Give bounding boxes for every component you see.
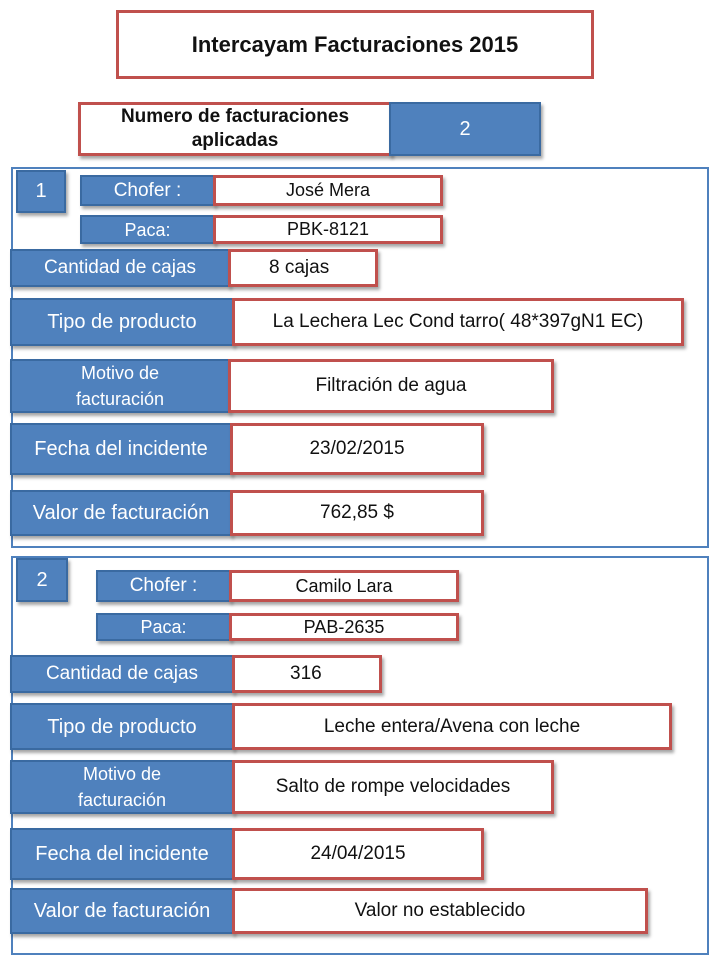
billing-amount-label: Valor de facturación [10,490,232,536]
box-count-label: Cantidad de cajas [10,655,234,693]
product-type-label: Tipo de producto [10,298,234,346]
incident-date-value: 24/04/2015 [232,828,484,880]
billing-amount-value: 762,85 $ [230,490,484,536]
billing-amount-label: Valor de facturación [10,888,234,934]
invoice-count-label: Numero de facturaciones aplicadas [78,102,392,156]
box-count-value: 8 cajas [228,249,378,287]
record-number-badge: 1 [16,170,66,213]
driver-label: Chofer : [80,175,215,206]
incident-date-value: 23/02/2015 [230,423,484,475]
product-type-label: Tipo de producto [10,703,234,750]
box-count-label: Cantidad de cajas [10,249,230,287]
driver-value: José Mera [213,175,443,206]
billing-reason-value: Filtración de agua [228,359,554,413]
product-type-value: Leche entera/Avena con leche [232,703,672,750]
plate-label: Paca: [80,215,215,244]
product-type-value: La Lechera Lec Cond tarro( 48*397gN1 EC) [232,298,684,346]
billing-amount-value: Valor no establecido [232,888,648,934]
driver-label: Chofer : [96,570,231,602]
plate-value: PBK-8121 [213,215,443,244]
plate-label: Paca: [96,613,231,641]
box-count-value: 316 [232,655,382,693]
billing-reason-value: Salto de rompe velocidades [232,760,554,814]
record-number-badge: 2 [16,558,68,602]
billing-reason-label: Motivo de facturación [10,760,234,814]
incident-date-label: Fecha del incidente [10,828,234,880]
billing-reason-label: Motivo de facturación [10,359,230,413]
plate-value: PAB-2635 [229,613,459,641]
driver-value: Camilo Lara [229,570,459,602]
incident-date-label: Fecha del incidente [10,423,232,475]
page-title: Intercayam Facturaciones 2015 [116,10,594,79]
invoice-count-value: 2 [389,102,541,156]
